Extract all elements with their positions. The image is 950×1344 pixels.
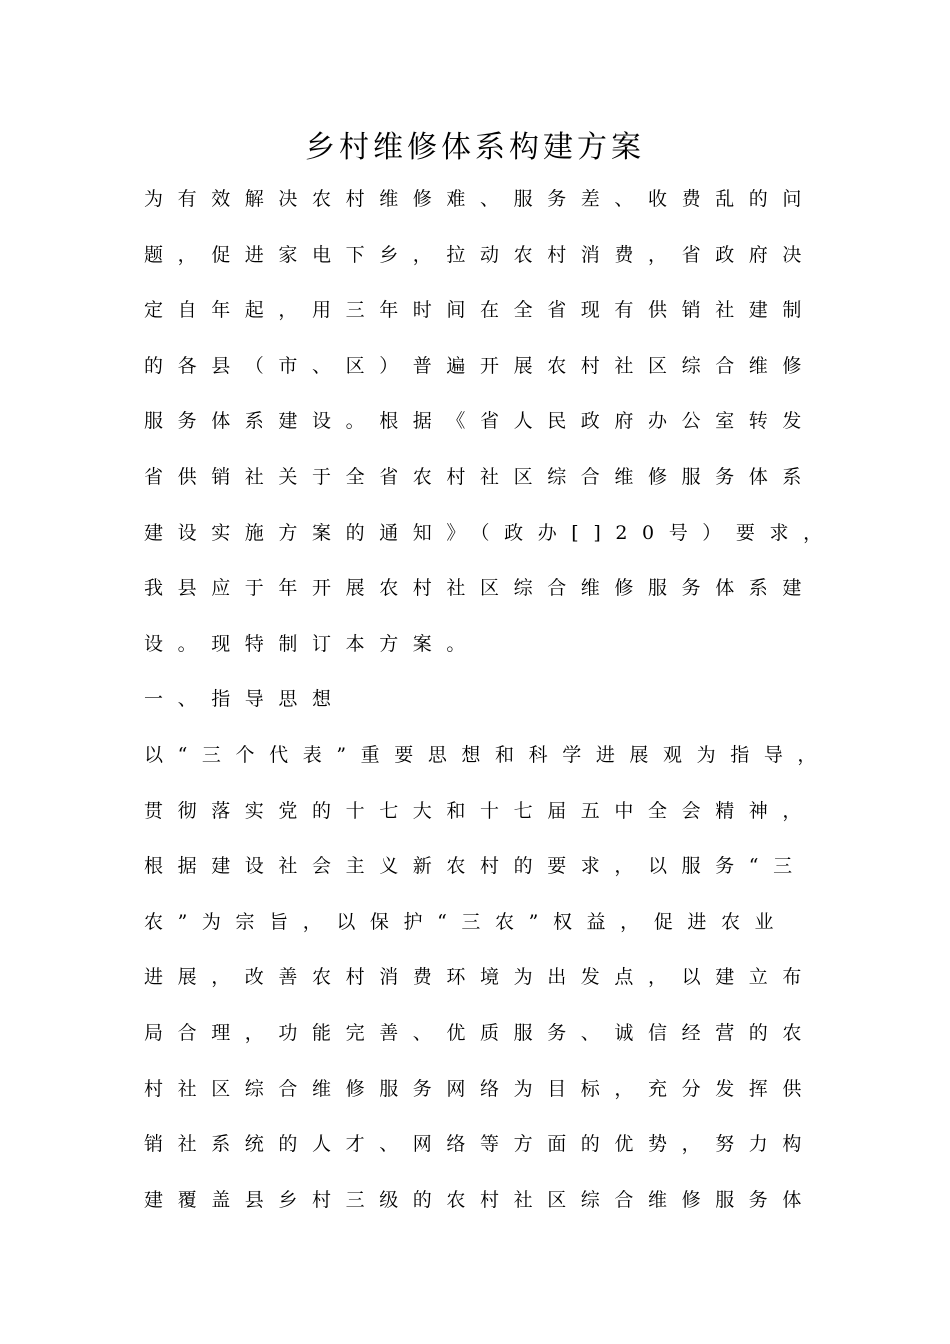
body-line: 定自年起，用三年时间在全省现有供销社建制	[144, 299, 817, 322]
body-line: 我县应于年开展农村社区综合维修服务体系建	[144, 577, 817, 600]
body-line: 为有效解决农村维修难、服务差、收费乱的问	[144, 188, 817, 210]
body-line: 销社系统的人才、网络等方面的优势，努力构	[144, 1133, 817, 1156]
body-line: 设。现特制订本方案。	[144, 632, 481, 655]
document-title: 乡村维修体系构建方案	[305, 130, 645, 165]
body-line: 建设实施方案的通知》（政办[]20号）要求，	[144, 521, 837, 544]
body-line: 贯彻落实党的十七大和十七届五中全会精神，	[144, 799, 817, 822]
body-line: 进展，改善农村消费环境为出发点，以建立布	[144, 966, 817, 989]
body-line: 根据建设社会主义新农村的要求，以服务“三	[144, 855, 807, 878]
section-heading: 一、指导思想	[144, 688, 346, 711]
body-line: 农”为宗旨，以保护“三农”权益，促进农业	[144, 910, 789, 933]
body-line: 题，促进家电下乡，拉动农村消费，省政府决	[144, 243, 817, 266]
body-line: 以“三个代表”重要思想和科学进展观为指导，	[144, 743, 832, 766]
body-line: 村社区综合维修服务网络为目标，充分发挥供	[144, 1077, 817, 1100]
body-line: 服务体系建设。根据《省人民政府办公室转发	[144, 410, 817, 433]
body-line: 局合理，功能完善、优质服务、诚信经营的农	[144, 1021, 817, 1044]
body-line: 省供销社关于全省农村社区综合维修服务体系	[144, 465, 817, 488]
document-body	[144, 172, 837, 1228]
body-line: 建覆盖县乡村三级的农村社区综合维修服务体	[144, 1188, 817, 1211]
body-line: 的各县（市、区）普遍开展农村社区综合维修	[144, 354, 817, 377]
